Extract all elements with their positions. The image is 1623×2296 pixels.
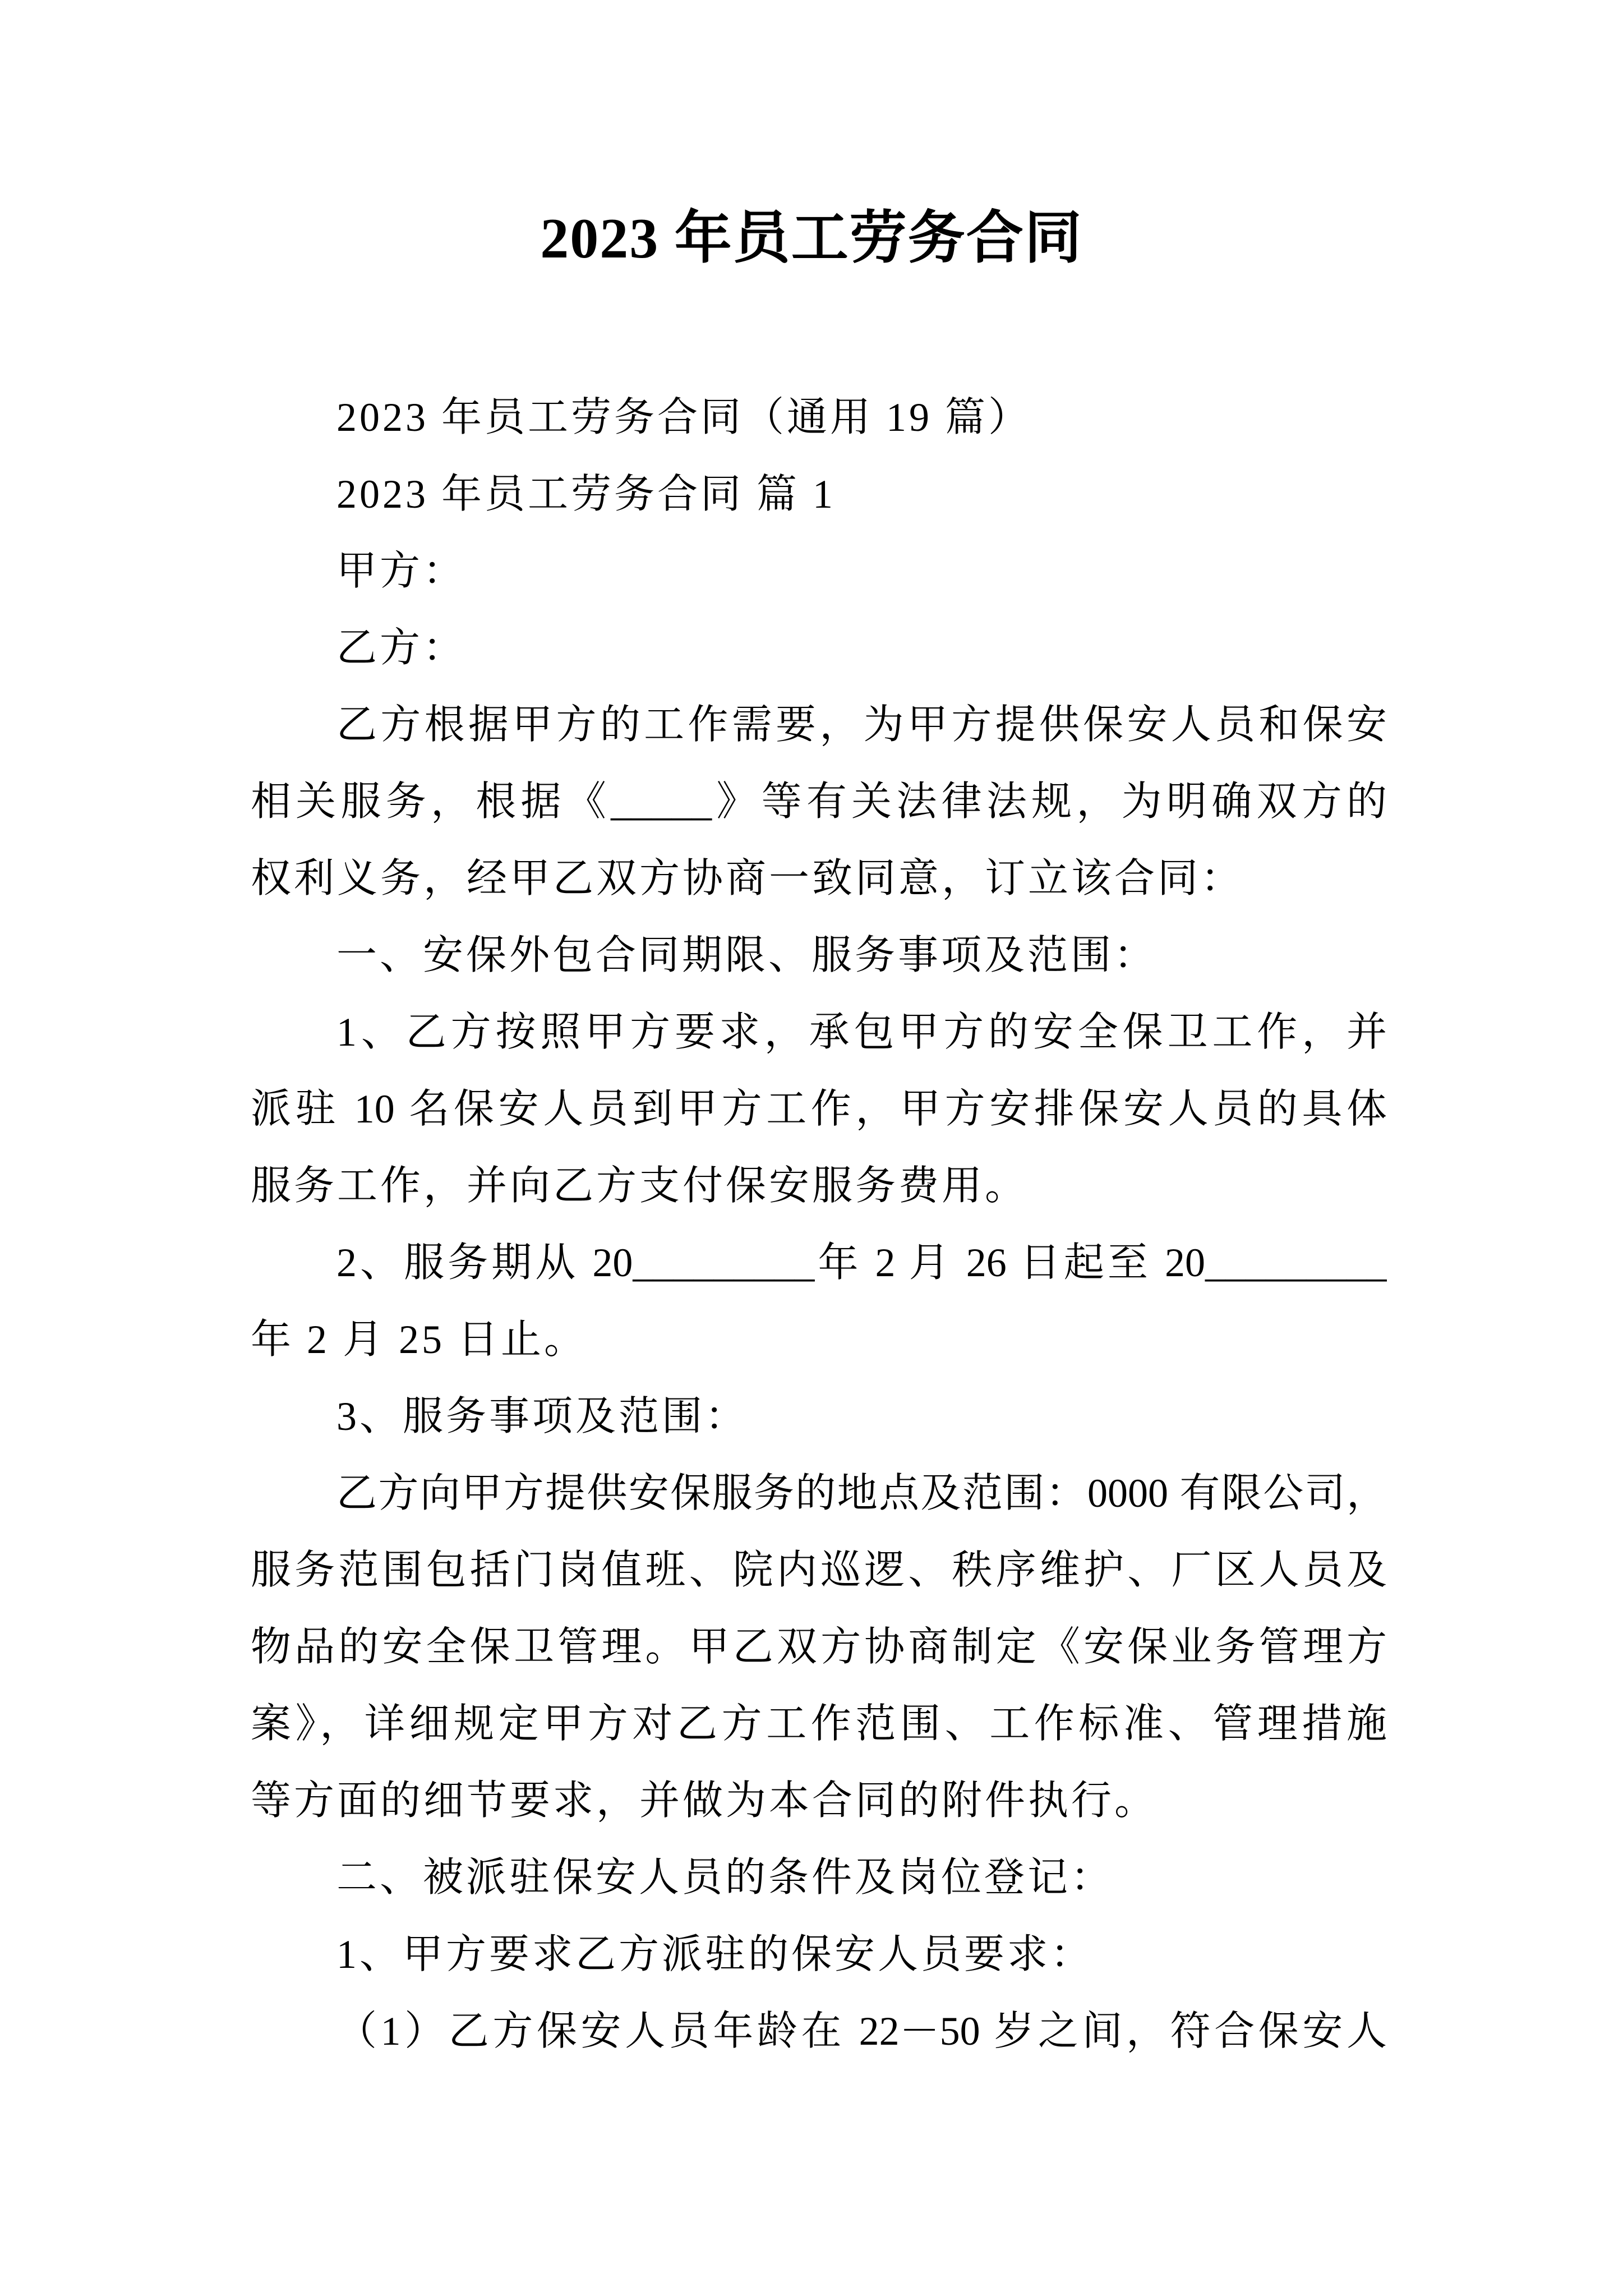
- clause-heading: [251, 1378, 1387, 1455]
- text-line: （1）乙方保安人员年龄在 22－50 岁之间，符合保安人: [336, 2009, 1387, 2054]
- service-period-clause: [251, 1225, 1387, 1378]
- clause-item: [251, 1993, 1387, 2070]
- party-b-label: [251, 610, 1387, 687]
- text-line: 派驻 10 名保安人员到甲方工作，甲方安排保安人员的具体: [251, 1087, 1387, 1131]
- collection-title: [251, 379, 1387, 456]
- clause-paragraph: [251, 1455, 1387, 1839]
- text-line: 物品的安全保卫管理。甲乙双方协商制定《安保业务管理方: [251, 1625, 1387, 1669]
- article-title: [251, 456, 1387, 533]
- text-line: 1、甲方要求乙方派驻的保安人员要求：: [336, 1932, 1094, 1977]
- document-body: [251, 379, 1387, 2070]
- text-line: 乙方向甲方提供安保服务的地点及范围：0000 有限公司，: [336, 1471, 1387, 1516]
- text-line: 乙方：: [336, 625, 467, 670]
- text-line: 年 2 月 25 日止。: [251, 1317, 588, 1362]
- text-line: 2023 年员工劳务合同 篇 1: [336, 472, 836, 517]
- document-title: 2023 年员工劳务合同: [540, 207, 1083, 270]
- text-line: 2、服务期从 20_________年 2 月 26 日起至 20_________: [336, 1240, 1387, 1285]
- text-line: 甲方：: [336, 549, 467, 593]
- text-line: 一、安保外包合同期限、服务事项及范围：: [336, 933, 1158, 978]
- text-line: 权利义务，经甲乙双方协商一致同意，订立该合同：: [251, 856, 1244, 901]
- text-line: 3、服务事项及范围：: [336, 1394, 749, 1439]
- text-line: 乙方根据甲方的工作需要，为甲方提供保安人员和保安: [336, 702, 1387, 747]
- clause-heading: [251, 1916, 1387, 1993]
- text-line: 相关服务，根据《_____》等有关法律法规，为明确双方的: [251, 779, 1387, 824]
- text-line: 等方面的细节要求，并做为本合同的附件执行。: [251, 1778, 1158, 1823]
- section-heading: [251, 917, 1387, 994]
- text-line: 二、被派驻保安人员的条件及岗位登记：: [336, 1855, 1114, 1900]
- text-line: 服务范围包括门岗值班、院内巡逻、秩序维护、厂区人员及: [251, 1548, 1387, 1593]
- preamble-paragraph: [251, 687, 1387, 917]
- text-line: 案》，详细规定甲方对乙方工作范围、工作标准、管理措施: [251, 1701, 1387, 1746]
- party-a-label: [251, 533, 1387, 610]
- text-line: 2023 年员工劳务合同（通用 19 篇）: [336, 395, 1032, 440]
- text-line: 服务工作，并向乙方支付保安服务费用。: [251, 1163, 1029, 1208]
- text-line: 1、乙方按照甲方要求，承包甲方的安全保卫工作，并: [336, 1010, 1387, 1055]
- section-heading: [251, 1839, 1387, 1916]
- clause-paragraph: [251, 994, 1387, 1225]
